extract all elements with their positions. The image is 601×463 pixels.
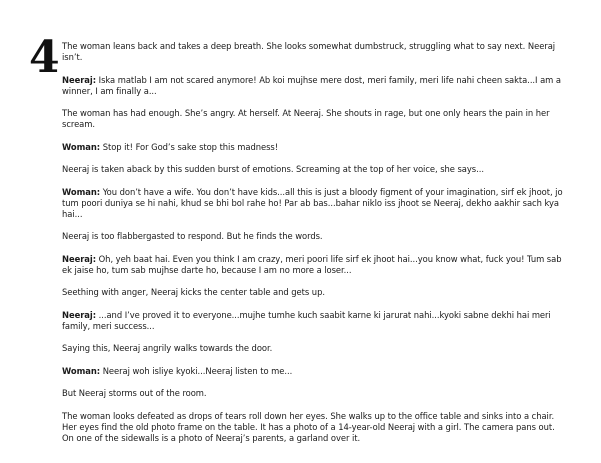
- paragraph: [62, 108, 564, 130]
- paragraph-text: Neeraj is taken aback by this sudden burst of emotions. Screaming at the top of her voice, she says...: [62, 164, 484, 175]
- page-number: 4: [29, 32, 60, 83]
- paragraph: [62, 411, 564, 445]
- paragraph-text: But Neeraj storms out of the room.: [62, 388, 207, 399]
- paragraph-text: The woman looks defeated as drops of tears roll down her eyes. She walks up to the office table and sinks into a chair. Her eyes find the old photo frame on the table. It has a photo of a 14-year-old Neeraj with a girl. The camera pans out. On one of the sidewalls is a photo of Neeraj’s parents, a garland over it.: [62, 410, 555, 443]
- speaker-label: Woman:: [62, 186, 101, 197]
- dialogue-paragraph: [62, 366, 564, 377]
- script-body: [62, 41, 564, 455]
- paragraph: [62, 231, 564, 242]
- speaker-label: Woman:: [62, 141, 101, 152]
- dialogue-text: Stop it! For God’s sake stop this madness!: [100, 141, 279, 152]
- dialogue-text: Iska matlab I am not scared anymore! Ab koi mujhse mere dost, meri family, meri life nahi cheen sakta...I am a winner, I am finally a...: [62, 74, 561, 96]
- paragraph: [62, 41, 564, 63]
- paragraph-text: The woman has had enough. She’s angry. At herself. At Neeraj. She shouts in rage, but one only hears the pain in her scream.: [62, 108, 550, 130]
- dialogue-paragraph: [62, 187, 564, 221]
- paragraph: [62, 287, 564, 298]
- dialogue-text: You don’t have a wife. You don’t have kids...all this is just a bloody figment of your imagination, sirf ek jhoot, jo tum poori duniya se hi nahi, khud se bhi bol rahe ho! Par ab bas...bahar niklo iss jhoot se Neeraj, dekho aakhir sach kya hai...: [62, 186, 563, 219]
- dialogue-paragraph: [62, 75, 564, 97]
- speaker-label: Neeraj:: [62, 74, 97, 85]
- speaker-label: Neeraj:: [62, 309, 97, 320]
- dialogue-paragraph: [62, 142, 564, 153]
- speaker-label: Neeraj:: [62, 253, 97, 264]
- dialogue-paragraph: [62, 310, 564, 332]
- speaker-label: Woman:: [62, 365, 101, 376]
- paragraph-text: Seething with anger, Neeraj kicks the center table and gets up.: [62, 287, 325, 298]
- dialogue-text: Neeraj woh isliye kyoki...Neeraj listen to me...: [100, 365, 293, 376]
- dialogue-text: Oh, yeh baat hai. Even you think I am crazy, meri poori life sirf ek jhoot hai...you know what, fuck you! Tum sab ek jaise ho, tum sab mujhse darte ho, because I am no more a loser...: [62, 253, 562, 275]
- paragraph: [62, 164, 564, 175]
- paragraph-text: Neeraj is too flabbergasted to respond. But he finds the words.: [62, 231, 323, 242]
- dialogue-text: ...and I’ve proved it to everyone...mujhe tumhe kuch saabit karne ki jarurat nahi...kyoki sabne dekhi hai meri family, meri success...: [62, 309, 551, 331]
- paragraph: [62, 343, 564, 354]
- paragraph: [62, 388, 564, 399]
- paragraph-text: The woman leans back and takes a deep breath. She looks somewhat dumbstruck, struggling what to say next. Neeraj isn’t.: [62, 41, 556, 63]
- dialogue-paragraph: [62, 254, 564, 276]
- paragraph-text: Saying this, Neeraj angrily walks towards the door.: [62, 343, 273, 354]
